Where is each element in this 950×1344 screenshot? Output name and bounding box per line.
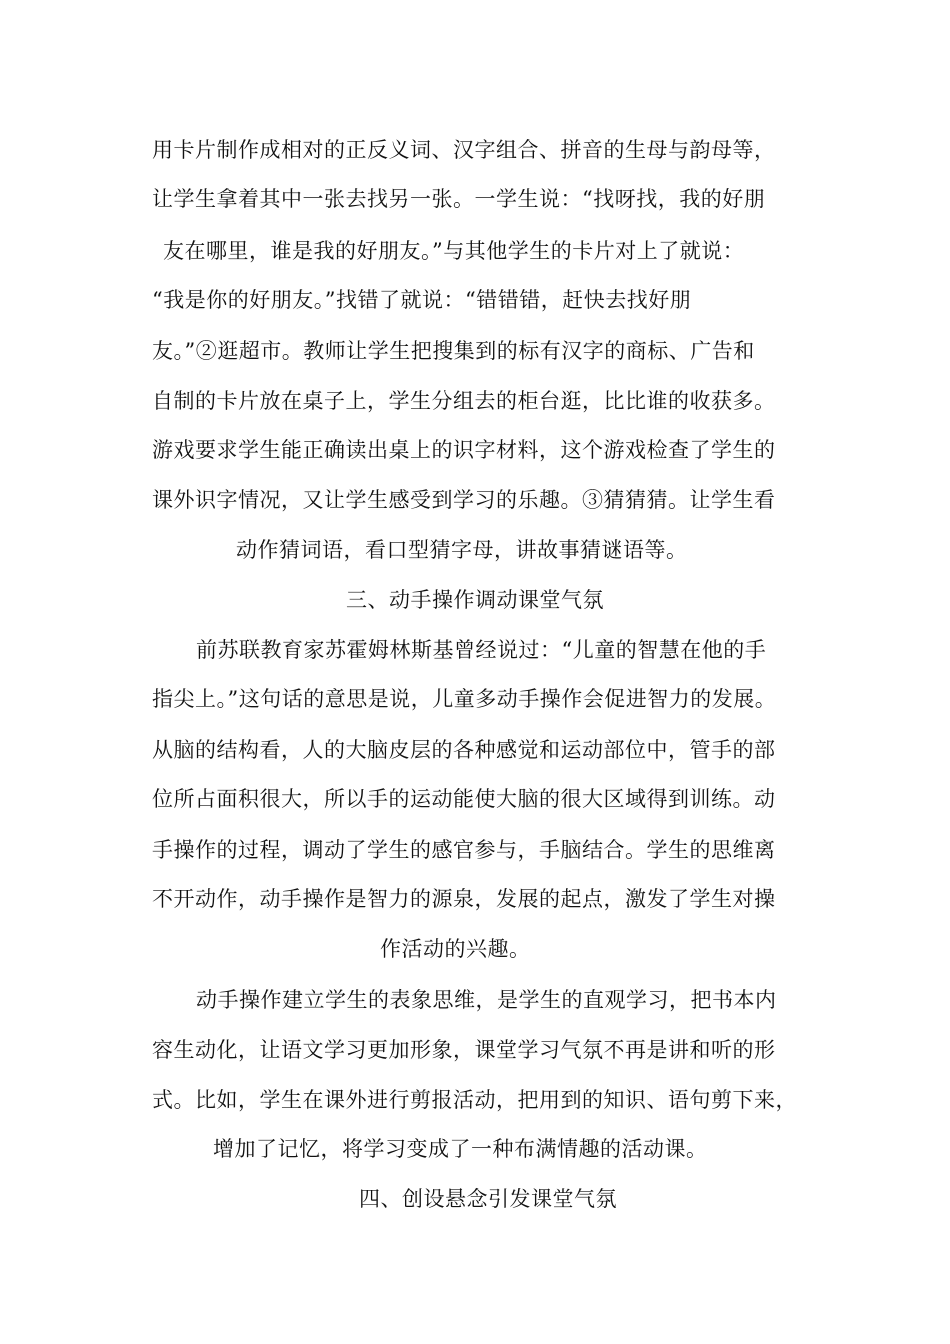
section-heading: 四、创设悬念引发课堂气氛 — [359, 1187, 617, 1211]
text-line: 友。”②逛超市。教师让学生把搜集到的标有汉字的商标、广告和 — [152, 339, 755, 363]
text-line: 自制的卡片放在桌子上，学生分组去的柜台逛，比比谁的收获多。 — [152, 389, 776, 413]
text-line: 增加了记忆，将学习变成了一种布满情趣的活动课。 — [213, 1137, 708, 1161]
text-line: 动作猜词语，看口型猜字母，讲故事猜谜语等。 — [236, 538, 688, 562]
text-line: 用卡片制作成相对的正反义词、汉字组合、拼音的生母与韵母等， — [152, 138, 776, 162]
text-line: 容生动化，让语文学习更加形象，课堂学习气氛不再是讲和听的形 — [152, 1038, 776, 1062]
text-line: 从脑的结构看，人的大脑皮层的各种感觉和运动部位中，管手的部 — [152, 738, 776, 762]
text-line: 动手操作建立学生的表象思维，是学生的直观学习，把书本内 — [196, 988, 777, 1012]
text-line: 让学生拿着其中一张去找另一张。一学生说：“找呀找，我的好朋 — [152, 187, 766, 211]
text-line: 指尖上。”这句话的意思是说，儿童多动手操作会促进智力的发展。 — [152, 687, 777, 711]
text-line: 游戏要求学生能正确读出桌上的识字材料，这个游戏检查了学生的 — [152, 438, 776, 462]
text-line: “我是你的好朋友。”找错了就说：“错错错，赶快去找好朋 — [152, 288, 692, 312]
text-line: 前苏联教育家苏霍姆林斯基曾经说过：“儿童的智慧在他的手 — [196, 638, 767, 662]
text-line: 位所占面积很大，所以手的运动能使大脑的很大区域得到训练。动 — [152, 787, 776, 811]
text-line: 作活动的兴趣。 — [380, 937, 531, 961]
text-line: 友在哪里，谁是我的好朋友。”与其他学生的卡片对上了就说： — [163, 239, 745, 263]
section-heading: 三、动手操作调动课堂气氛 — [346, 588, 604, 612]
text-line: 不开动作，动手操作是智力的源泉，发展的起点，激发了学生对操 — [152, 887, 776, 911]
text-line: 式。比如，学生在课外进行剪报活动，把用到的知识、语句剪下来， — [152, 1088, 797, 1112]
text-line: 手操作的过程，调动了学生的感官参与，手脑结合。学生的思维离 — [152, 838, 776, 862]
text-line: 课外识字情况，又让学生感受到学习的乐趣。③猜猜猜。让学生看 — [152, 488, 776, 512]
